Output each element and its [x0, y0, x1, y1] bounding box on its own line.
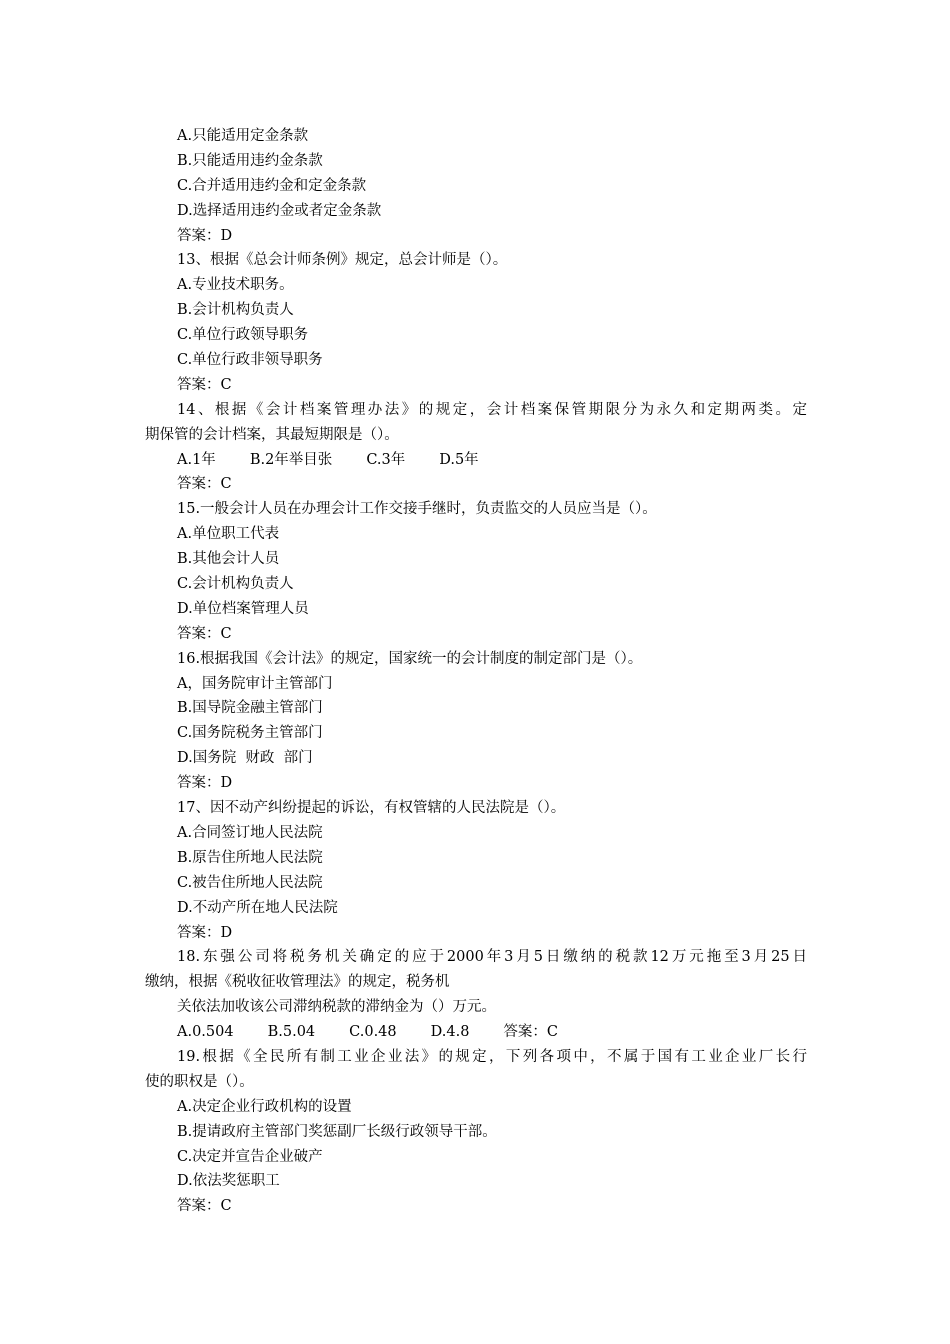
q19-option-b: B.提请政府主管部门奖惩副厂长级行政领导干部。 [177, 1123, 497, 1140]
q17-question: 17、因不动产纠纷提起的诉讼，有权管辖的人民法院是（）。 [177, 800, 566, 817]
q18-question-line2: 缴纳，根据《税收征收管理法》的规定，税务机 [145, 974, 450, 991]
q14-option-a: A.1年 [177, 451, 216, 468]
q17-option-c: C.被告住所地人民法院 [177, 874, 323, 891]
q18-option-a: A.0.504 [177, 1024, 234, 1041]
q16-option-d: D.国务院 财政 部门 [177, 750, 313, 767]
q15-option-b: B.其他会计人员 [177, 551, 280, 568]
q16-option-c: C.国务院税务主管部门 [177, 725, 323, 742]
q19-option-a: A.决定企业行政机构的设置 [177, 1098, 352, 1115]
q17-answer: 答案：D [177, 924, 233, 941]
document-body [145, 124, 807, 1219]
q18-question-line1: 18.东强公司将税务机关确定的应于2000年3月5日缴纳的税款12万元拖至3月25日 [177, 949, 807, 966]
q15-option-c: C.会计机构负责人 [177, 576, 294, 593]
q18-question-line3: 关依法加收该公司滞纳税款的滞纳金为（）万元。 [177, 999, 496, 1016]
q17-option-d: D.不动产所在地人民法院 [177, 899, 338, 916]
q13-option-b: B.会计机构负责人 [177, 302, 294, 319]
q14-option-d: D.5年 [439, 451, 479, 468]
q17-option-a: A.合同签订地人民法院 [177, 824, 323, 841]
q14-option-b: B.2年举目张 [249, 451, 333, 468]
q19-question-line2: 使的职权是（）。 [145, 1073, 254, 1090]
q14-question-line2: 期保管的会计档案，其最短期限是（）。 [145, 426, 399, 443]
q14-option-c: C.3年 [366, 451, 406, 468]
q19-option-d: D.依法奖惩职工 [177, 1173, 280, 1190]
q18-option-c: C.0.48 [349, 1024, 397, 1041]
q18-options-row [145, 1020, 807, 1045]
q19-option-c: C.决定并宣告企业破产 [177, 1148, 323, 1165]
q13-option-c2: C.单位行政非领导职务 [177, 352, 323, 369]
q14-options-row [145, 448, 807, 473]
q18-option-d: D.4.8 [430, 1024, 470, 1041]
q13-answer: 答案：C [177, 376, 232, 393]
q16-answer: 答案：D [177, 775, 233, 792]
q19-answer: 答案：C [177, 1198, 232, 1215]
q15-answer: 答案：C [177, 625, 232, 642]
q15-question: 15.一般会计人员在办理会计工作交接手继时，负责监交的人员应当是（）。 [177, 501, 657, 518]
q18-option-b: B.5.04 [267, 1024, 316, 1041]
q12-option-b: B.只能适用违约金条款 [177, 152, 323, 169]
q12-option-c: C.合并适用违约金和定金条款 [177, 177, 367, 194]
q16-option-b: B.国导院金融主管部门 [177, 700, 323, 717]
q17-option-b: B.原告住所地人民法院 [177, 849, 323, 866]
q12-option-a: A.只能适用定金条款 [177, 128, 309, 144]
q16-question: 16.根据我国《会计法》的规定，国家统一的会计制度的制定部门是（）。 [177, 650, 643, 667]
q13-option-a: A.专业技术职务。 [177, 277, 294, 294]
q15-option-a: A.单位职工代表 [177, 526, 280, 543]
q18-answer: 答案：C [503, 1024, 559, 1041]
q13-question: 13、根据《总会计师条例》规定，总会计师是（）。 [177, 252, 508, 269]
q15-option-d: D.单位档案管理人员 [177, 600, 309, 617]
q14-answer: 答案：C [177, 476, 232, 493]
q13-option-c: C.单位行政领导职务 [177, 327, 309, 344]
q12-option-d: D.选择适用违约金或者定金条款 [177, 202, 382, 219]
q14-question-line1: 14、根据《会计档案管理办法》的规定，会计档案保管期限分为永久和定期两类。定 [177, 401, 807, 418]
q19-question-line1: 19.根据《全民所有制工业企业法》的规定，下列各项中，不属于国有工业企业厂长行 [177, 1048, 807, 1065]
q12-answer: 答案：D [177, 227, 233, 244]
q16-option-a: A，国务院审计主管部门 [177, 675, 333, 692]
